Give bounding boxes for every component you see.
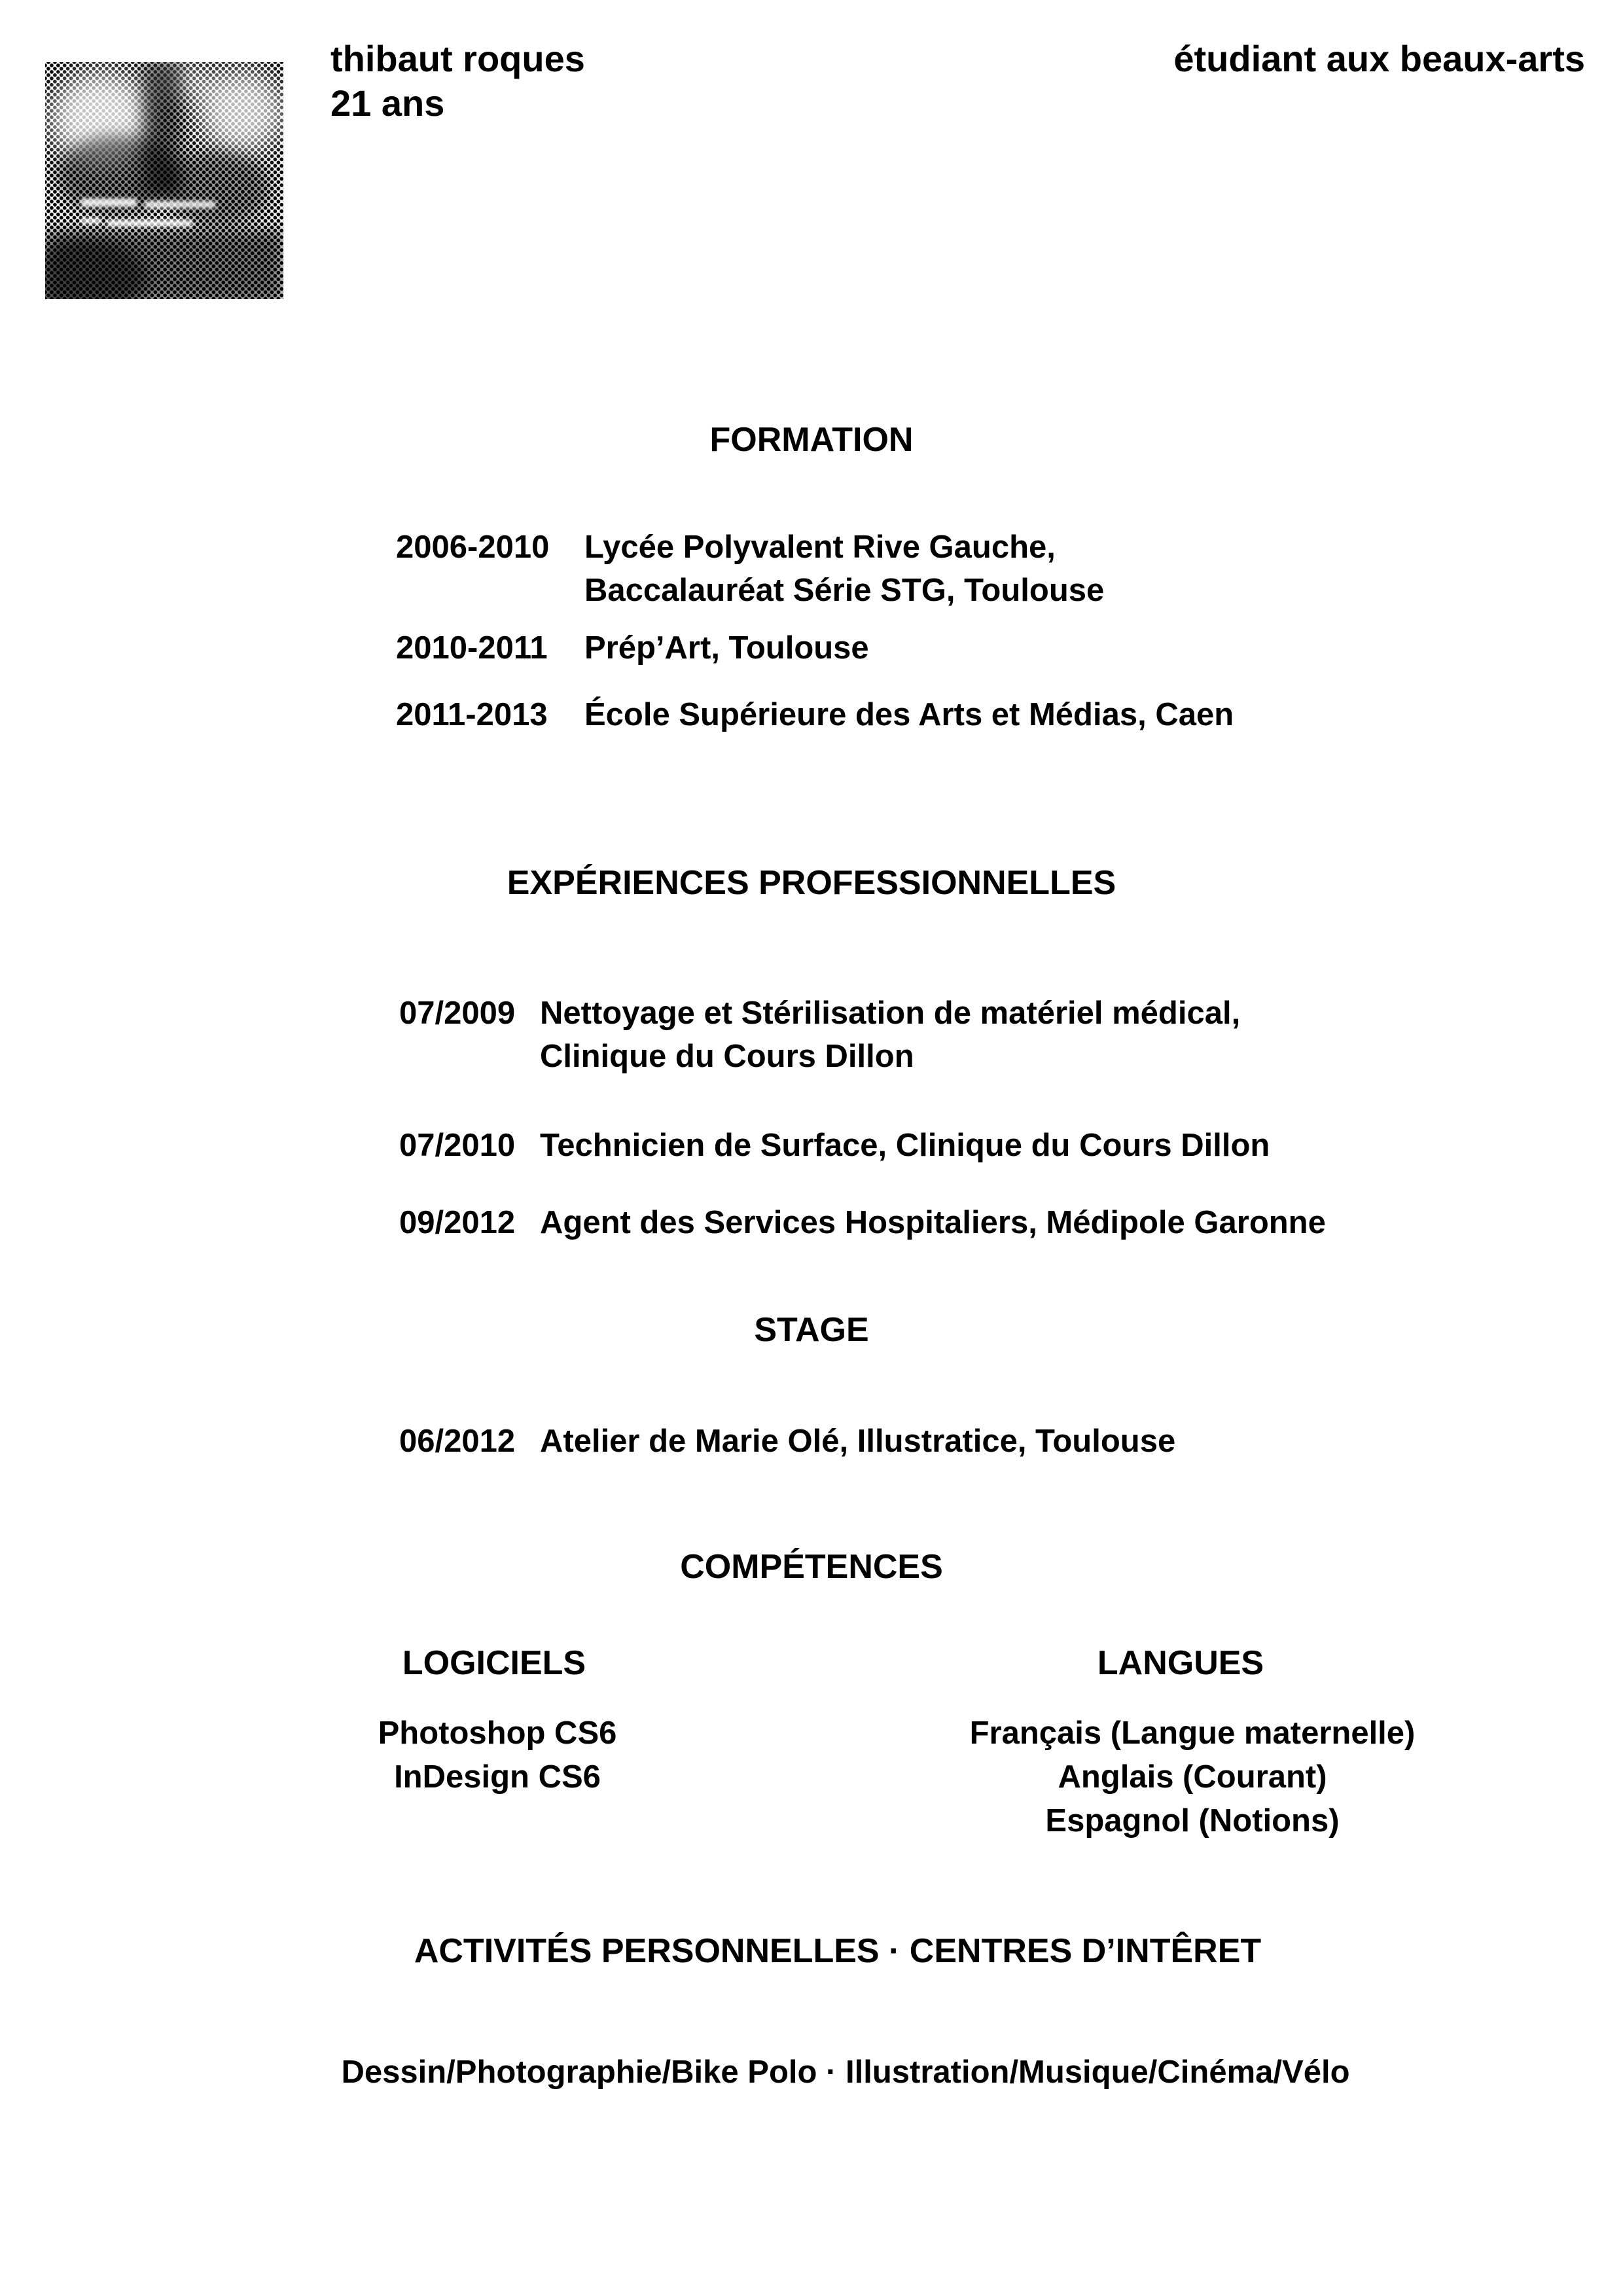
experience-entry [399,1124,1270,1167]
entry-line: Lycée Polyvalent Rive Gauche, [584,529,1056,565]
profile-photo [45,62,283,299]
entry-date: 06/2012 [399,1424,516,1459]
header-role: étudiant aux beaux-arts [1173,38,1585,79]
section-heading-stage: STAGE [754,1311,869,1349]
age-text: 21 ans [330,82,445,124]
entry-text [540,992,1240,1078]
formation-entry [396,526,1104,612]
software-list [301,1712,694,1799]
entry-line: Nettoyage et Stérilisation de matériel médical, [540,996,1241,1031]
header-identity [330,37,585,126]
entry-date: 07/2010 [399,1128,516,1163]
entry-line: Agent des Services Hospitaliers, Médipole Garonne [540,1205,1326,1240]
section-heading-experiences: EXPÉRIENCES PROFESSIONNELLES [507,864,1116,902]
language-item: Espagnol (Notions) [1045,1803,1340,1839]
entry-line: Technicien de Surface, Clinique du Cours Dillon [540,1128,1270,1163]
software-item: InDesign CS6 [394,1759,601,1795]
entry-line: Prép’Art, Toulouse [584,630,869,666]
entry-date: 2006-2010 [396,529,550,565]
entry-text [540,1420,1175,1463]
entry-text [540,1201,1326,1244]
entry-date: 09/2012 [399,1205,516,1240]
name-text: thibaut roques [330,38,585,79]
section-heading-competences: COMPÉTENCES [680,1548,943,1586]
experience-entry [399,992,1240,1078]
section-heading-activites: ACTIVITÉS PERSONNELLES · CENTRES D’INTÊRET [414,1932,1262,1970]
entry-line: Atelier de Marie Olé, Illustratice, Toulouse [540,1424,1176,1459]
halftone-portrait-graphic [45,62,283,299]
entry-text [584,626,869,670]
entry-line: Clinique du Cours Dillon [540,1039,914,1074]
interests-line: Dessin/Photographie/Bike Polo · Illustration/Musique/Cinéma/Vélo [341,2054,1350,2090]
entry-text [584,693,1234,736]
entry-text [584,526,1104,612]
entry-line: École Supérieure des Arts et Médias, Caen [584,697,1234,732]
language-list [931,1712,1454,1843]
entry-text [540,1124,1270,1167]
section-heading-formation: FORMATION [709,421,914,459]
entry-date: 2011-2013 [396,697,548,732]
experience-entry [399,1201,1326,1244]
entry-date: 2010-2011 [396,630,548,666]
stage-entry [399,1420,1175,1463]
entry-line: Baccalauréat Série STG, Toulouse [584,573,1105,608]
column-heading-langues: LANGUES [1097,1644,1264,1682]
software-item: Photoshop CS6 [378,1715,617,1751]
formation-entry [396,693,1234,736]
language-item: Anglais (Courant) [1058,1759,1327,1795]
column-heading-logiciels: LOGICIELS [402,1644,586,1682]
language-item: Français (Langue maternelle) [969,1715,1416,1751]
entry-date: 07/2009 [399,996,516,1031]
formation-entry [396,626,869,670]
